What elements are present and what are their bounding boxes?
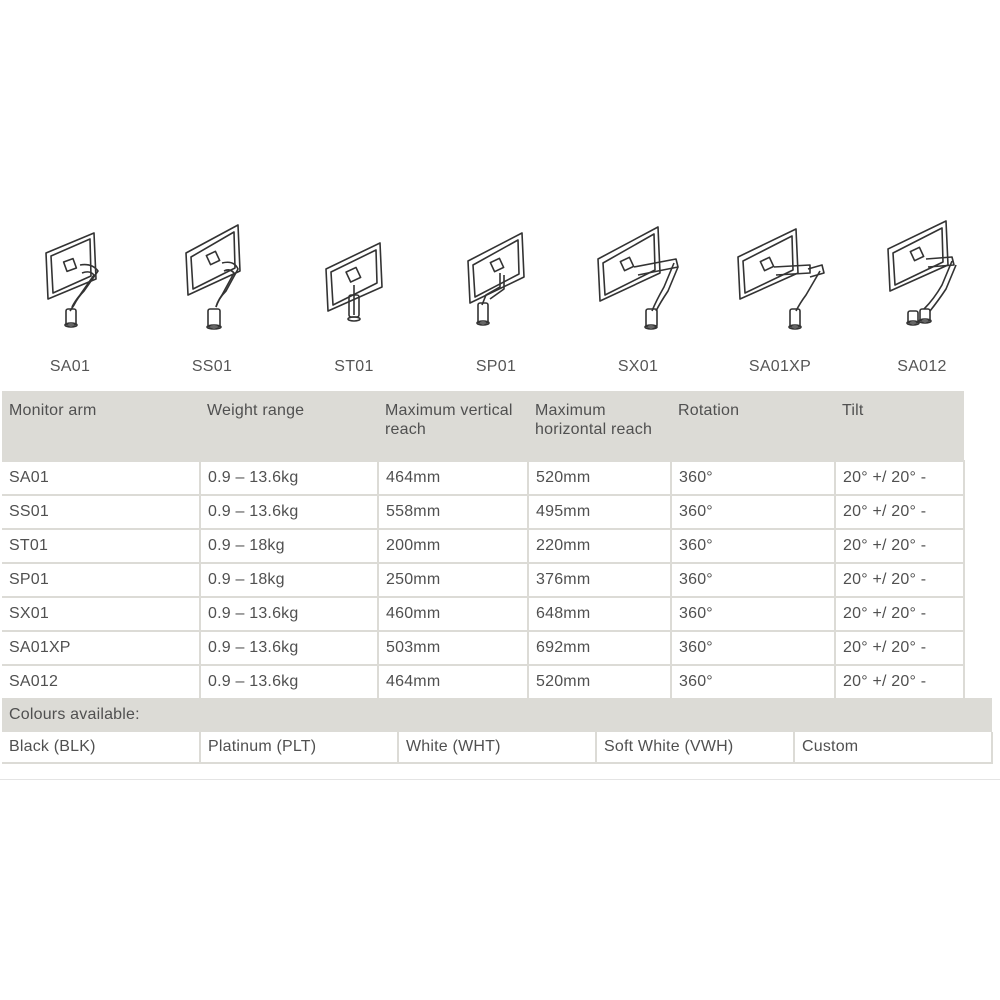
cell-model: SP01	[2, 563, 200, 597]
colour-black: Black (BLK)	[2, 732, 200, 763]
cell-vertical: 464mm	[378, 665, 528, 699]
monitor-arm-sa01xp-icon	[710, 215, 850, 335]
product-label: SP01	[475, 358, 517, 375]
monitor-arm-sp01-icon	[426, 215, 566, 335]
cell-rotation: 360°	[671, 597, 835, 631]
cell-tilt: 20° +/ 20° -	[835, 597, 964, 631]
cell-rotation: 360°	[671, 461, 835, 495]
divider	[0, 779, 1000, 780]
product-ss01	[142, 215, 282, 385]
product-sp01	[426, 215, 566, 385]
product-label: ST01	[334, 358, 374, 375]
header-weight-range: Weight range	[200, 391, 378, 461]
monitor-arm-sa01-icon	[0, 215, 140, 335]
colour-platinum: Platinum (PLT)	[200, 732, 398, 763]
cell-vertical: 200mm	[378, 529, 528, 563]
product-st01	[284, 215, 424, 385]
cell-model: SA01XP	[2, 631, 200, 665]
cell-horizontal: 520mm	[528, 665, 671, 699]
cell-model: SA01	[2, 461, 200, 495]
table-row	[2, 461, 964, 495]
cell-model: SA012	[2, 665, 200, 699]
header-max-vertical-reach: Maximum vertical reach	[378, 391, 528, 461]
cell-rotation: 360°	[671, 529, 835, 563]
colour-custom: Custom	[794, 732, 992, 763]
cell-tilt: 20° +/ 20° -	[835, 563, 964, 597]
cell-weight: 0.9 – 13.6kg	[200, 461, 378, 495]
cell-vertical: 460mm	[378, 597, 528, 631]
cell-weight: 0.9 – 18kg	[200, 563, 378, 597]
cell-horizontal: 692mm	[528, 631, 671, 665]
cell-vertical: 464mm	[378, 461, 528, 495]
cell-tilt: 20° +/ 20° -	[835, 665, 964, 699]
product-sa012	[852, 215, 992, 385]
cell-tilt: 20° +/ 20° -	[835, 495, 964, 529]
cell-vertical: 503mm	[378, 631, 528, 665]
table-row	[2, 665, 964, 699]
product-illustrations	[0, 215, 1000, 385]
product-label: SA012	[897, 358, 947, 375]
cell-tilt: 20° +/ 20° -	[835, 461, 964, 495]
colour-soft-white: Soft White (VWH)	[596, 732, 794, 763]
monitor-arm-sa012-icon	[852, 215, 992, 335]
cell-horizontal: 220mm	[528, 529, 671, 563]
colours-title: Colours available:	[2, 698, 992, 732]
cell-vertical: 558mm	[378, 495, 528, 529]
cell-rotation: 360°	[671, 563, 835, 597]
cell-horizontal: 520mm	[528, 461, 671, 495]
cell-weight: 0.9 – 18kg	[200, 529, 378, 563]
cell-horizontal: 648mm	[528, 597, 671, 631]
cell-vertical: 250mm	[378, 563, 528, 597]
specs-header-row	[2, 391, 964, 461]
header-rotation: Rotation	[671, 391, 835, 461]
product-label: SX01	[617, 358, 659, 375]
header-max-horizontal-reach: Maximum horizontal reach	[528, 391, 671, 461]
table-row	[2, 631, 964, 665]
colours-table	[2, 698, 993, 764]
product-sa01	[0, 215, 140, 385]
cell-model: ST01	[2, 529, 200, 563]
cell-rotation: 360°	[671, 631, 835, 665]
monitor-arm-ss01-icon	[142, 215, 282, 335]
header-tilt: Tilt	[835, 391, 964, 461]
cell-model: SS01	[2, 495, 200, 529]
cell-weight: 0.9 – 13.6kg	[200, 665, 378, 699]
cell-horizontal: 495mm	[528, 495, 671, 529]
cell-rotation: 360°	[671, 495, 835, 529]
product-label: SA01XP	[748, 358, 812, 375]
cell-tilt: 20° +/ 20° -	[835, 529, 964, 563]
cell-horizontal: 376mm	[528, 563, 671, 597]
cell-weight: 0.9 – 13.6kg	[200, 495, 378, 529]
product-sa01xp	[710, 215, 850, 385]
monitor-arm-sx01-icon	[568, 215, 708, 335]
cell-model: SX01	[2, 597, 200, 631]
cell-weight: 0.9 – 13.6kg	[200, 631, 378, 665]
cell-weight: 0.9 – 13.6kg	[200, 597, 378, 631]
header-monitor-arm: Monitor arm	[2, 391, 200, 461]
table-row	[2, 563, 964, 597]
colour-white: White (WHT)	[398, 732, 596, 763]
product-sx01	[568, 215, 708, 385]
cell-rotation: 360°	[671, 665, 835, 699]
table-row	[2, 495, 964, 529]
table-row	[2, 529, 964, 563]
specs-table	[2, 391, 965, 700]
cell-tilt: 20° +/ 20° -	[835, 631, 964, 665]
table-row	[2, 597, 964, 631]
product-label: SS01	[191, 358, 233, 375]
monitor-arm-st01-icon	[284, 215, 424, 335]
product-label: SA01	[49, 358, 91, 375]
colours-row	[2, 732, 992, 763]
